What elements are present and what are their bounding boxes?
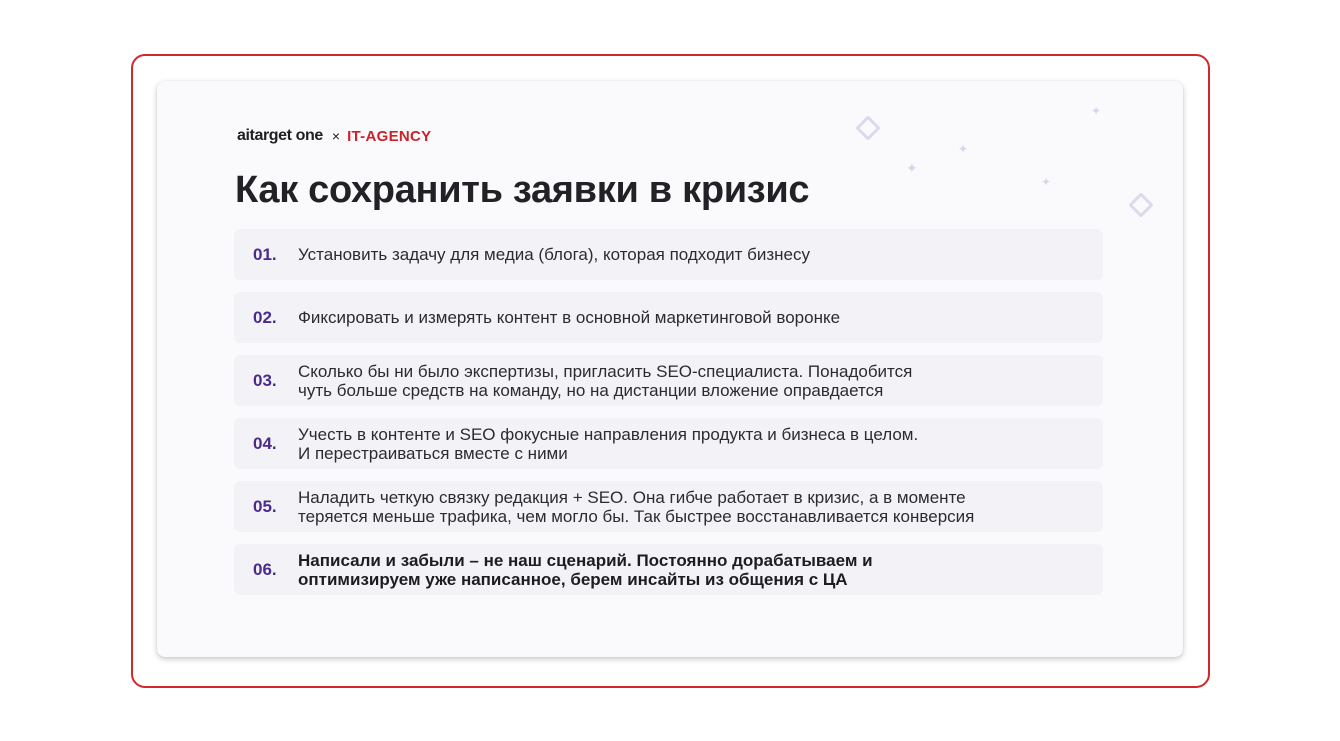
brand-aitarget: aitarget one: [237, 127, 323, 144]
plus-decoration-icon: ✦: [906, 160, 918, 176]
step-text: Учесть в контенте и SEO фокусные направления продукта и бизнеса в целом. И перестраиваться вместе с ними: [298, 424, 919, 463]
step-number: 05.: [253, 496, 277, 516]
step-text: Наладить четкую связку редакция + SEO. Она гибче работает в кризис, а в моменте теряется меньше трафика, чем могло бы. Так быстрее восстанавливается конверсия: [298, 487, 975, 526]
plus-decoration-icon: ✦: [1091, 104, 1102, 118]
step-item: [234, 544, 1103, 595]
step-item: [234, 355, 1103, 406]
diamond-decoration-icon: [1128, 192, 1153, 217]
step-number: 01.: [253, 244, 277, 264]
brand-it-agency: IT-AGENCY: [347, 127, 432, 145]
logo: [237, 127, 431, 145]
diamond-decoration-icon: [855, 115, 880, 140]
step-text: Установить задачу для медиа (блога), которая подходит бизнесу: [298, 245, 810, 264]
step-text: Написали и забыли – не наш сценарий. Постоянно дорабатываем и оптимизируем уже написанное, берем инсайты из общения с ЦА: [298, 550, 873, 589]
steps-list: [234, 229, 1103, 607]
step-number: 02.: [253, 307, 277, 327]
plus-decoration-icon: ✦: [958, 142, 969, 156]
step-text: Фиксировать и измерять контент в основной маркетинговой воронке: [298, 308, 841, 327]
step-text: Сколько бы ни было экспертизы, пригласить SEO-специалиста. Понадобится чуть больше средств на команду, но на дистанции вложение оправдается: [298, 361, 913, 400]
page-title: Как сохранить заявки в кризис: [235, 169, 810, 211]
step-item: [234, 418, 1103, 469]
step-item: [234, 481, 1103, 532]
step-item: [234, 292, 1103, 343]
step-number: 06.: [253, 559, 277, 579]
step-number: 03.: [253, 370, 277, 390]
brand-separator: ×: [331, 128, 341, 144]
plus-decoration-icon: ✦: [1041, 175, 1052, 189]
step-number: 04.: [253, 433, 277, 453]
step-item: [234, 229, 1103, 280]
slide: [157, 81, 1183, 657]
